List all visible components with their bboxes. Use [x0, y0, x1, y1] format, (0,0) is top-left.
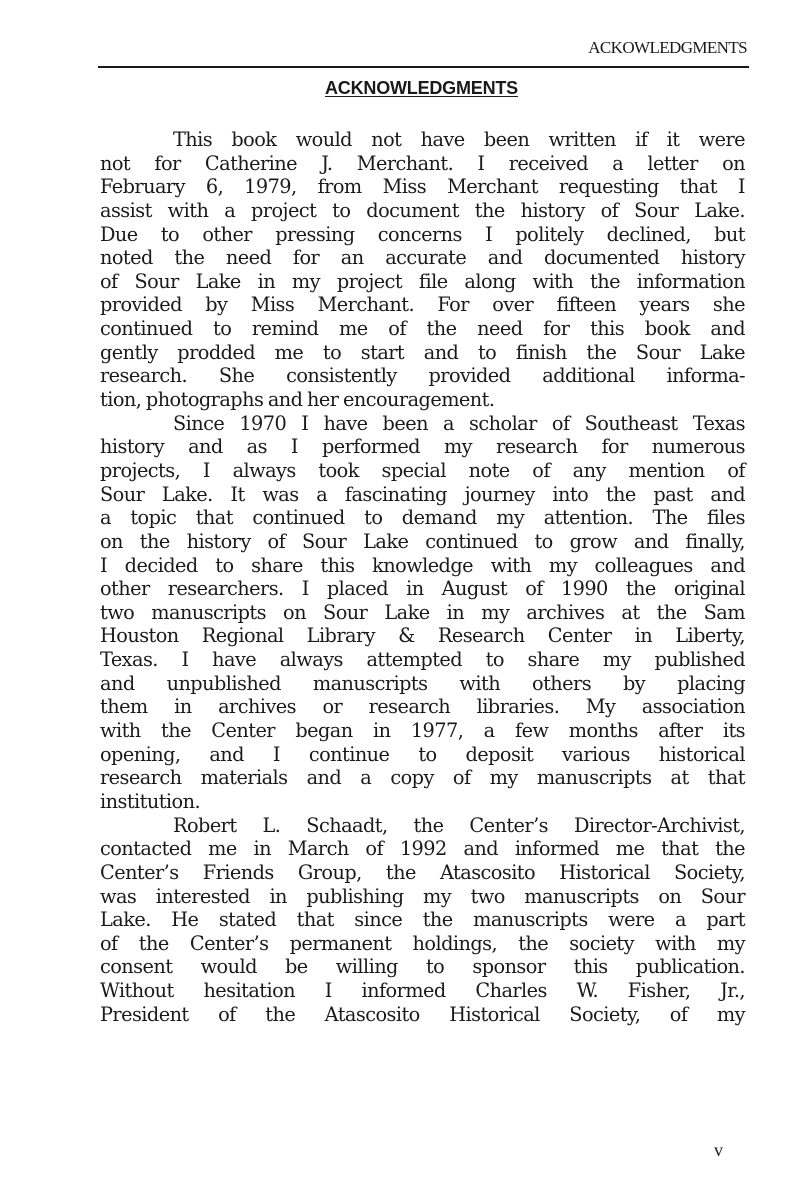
text-line: research materials and a copy of my manuscripts at that — [100, 766, 745, 790]
text-line: provided by Miss Merchant. For over fifteen years she — [100, 293, 745, 317]
text-line: Lake. He stated that since the manuscripts were a part — [100, 908, 745, 932]
text-line: with the Center began in 1977, a few months after its — [100, 719, 745, 743]
text-line: President of the Atascosito Historical Society, of my — [100, 1002, 745, 1026]
text-line: on the history of Sour Lake continued to grow and finally, — [100, 529, 745, 553]
text-line: I decided to share this knowledge with my colleagues and — [100, 553, 745, 577]
text-line: opening, and I continue to deposit various historical — [100, 742, 745, 766]
text-line: research. She consistently provided additional informa- — [100, 364, 745, 388]
text-line: Houston Regional Library & Research Center in Liberty, — [100, 624, 745, 648]
text-line: not for Catherine J. Merchant. I received a letter on — [100, 151, 745, 175]
text-line: history and as I performed my research for numerous — [100, 435, 745, 459]
text-line: Sour Lake. It was a fascinating journey into the past and — [100, 482, 745, 506]
running-header: ACKOWLEDGMENTS — [588, 38, 747, 57]
page-title: ACKNOWLEDGMENTS — [325, 78, 518, 98]
text-line: Robert L. Schaadt, the Center’s Director-Archivist, — [173, 813, 745, 837]
paragraph — [100, 814, 745, 1027]
body-text — [100, 128, 745, 1026]
text-line: tion, photographs and her encouragement. — [100, 388, 495, 412]
text-line: Texas. I have always attempted to share my published — [100, 648, 745, 672]
text-line: assist with a project to document the history of Sour Lake. — [100, 198, 745, 222]
text-line: consent would be willing to sponsor this publication. — [100, 955, 745, 979]
text-line: of Sour Lake in my project file along with the information — [100, 269, 745, 293]
paragraph — [100, 128, 745, 412]
text-line: Due to other pressing concerns I politely declined, but — [100, 222, 745, 246]
text-line: continued to remind me of the need for this book and — [100, 317, 745, 341]
text-line: Without hesitation I informed Charles W. Fisher, Jr., — [100, 979, 745, 1003]
text-line: Since 1970 I have been a scholar of Southeast Texas — [173, 411, 745, 435]
text-line: other researchers. I placed in August of 1990 the original — [100, 577, 745, 601]
text-line: February 6, 1979, from Miss Merchant requesting that I — [100, 175, 745, 199]
page-number: v — [714, 1140, 723, 1160]
text-line: This book would not have been written if it were — [173, 128, 745, 151]
text-line: them in archives or research libraries. My association — [100, 695, 745, 719]
text-line: noted the need for an accurate and documented history — [100, 246, 745, 270]
text-line: a topic that continued to demand my attention. The files — [100, 506, 745, 530]
text-line: Center’s Friends Group, the Atascosito Historical Society, — [100, 860, 745, 884]
text-line: of the Center’s permanent holdings, the society with my — [100, 931, 745, 955]
text-line: and unpublished manuscripts with others by placing — [100, 671, 745, 695]
text-line: contacted me in March of 1992 and informed me that the — [100, 837, 745, 861]
header-rule — [98, 66, 749, 68]
paragraph — [100, 412, 745, 814]
text-line: projects, I always took special note of any mention of — [100, 458, 745, 482]
text-line: gently prodded me to start and to finish the Sour Lake — [100, 340, 745, 364]
text-line: was interested in publishing my two manuscripts on Sour — [100, 884, 745, 908]
text-line: two manuscripts on Sour Lake in my archives at the Sam — [100, 600, 745, 624]
text-line: institution. — [100, 789, 201, 813]
